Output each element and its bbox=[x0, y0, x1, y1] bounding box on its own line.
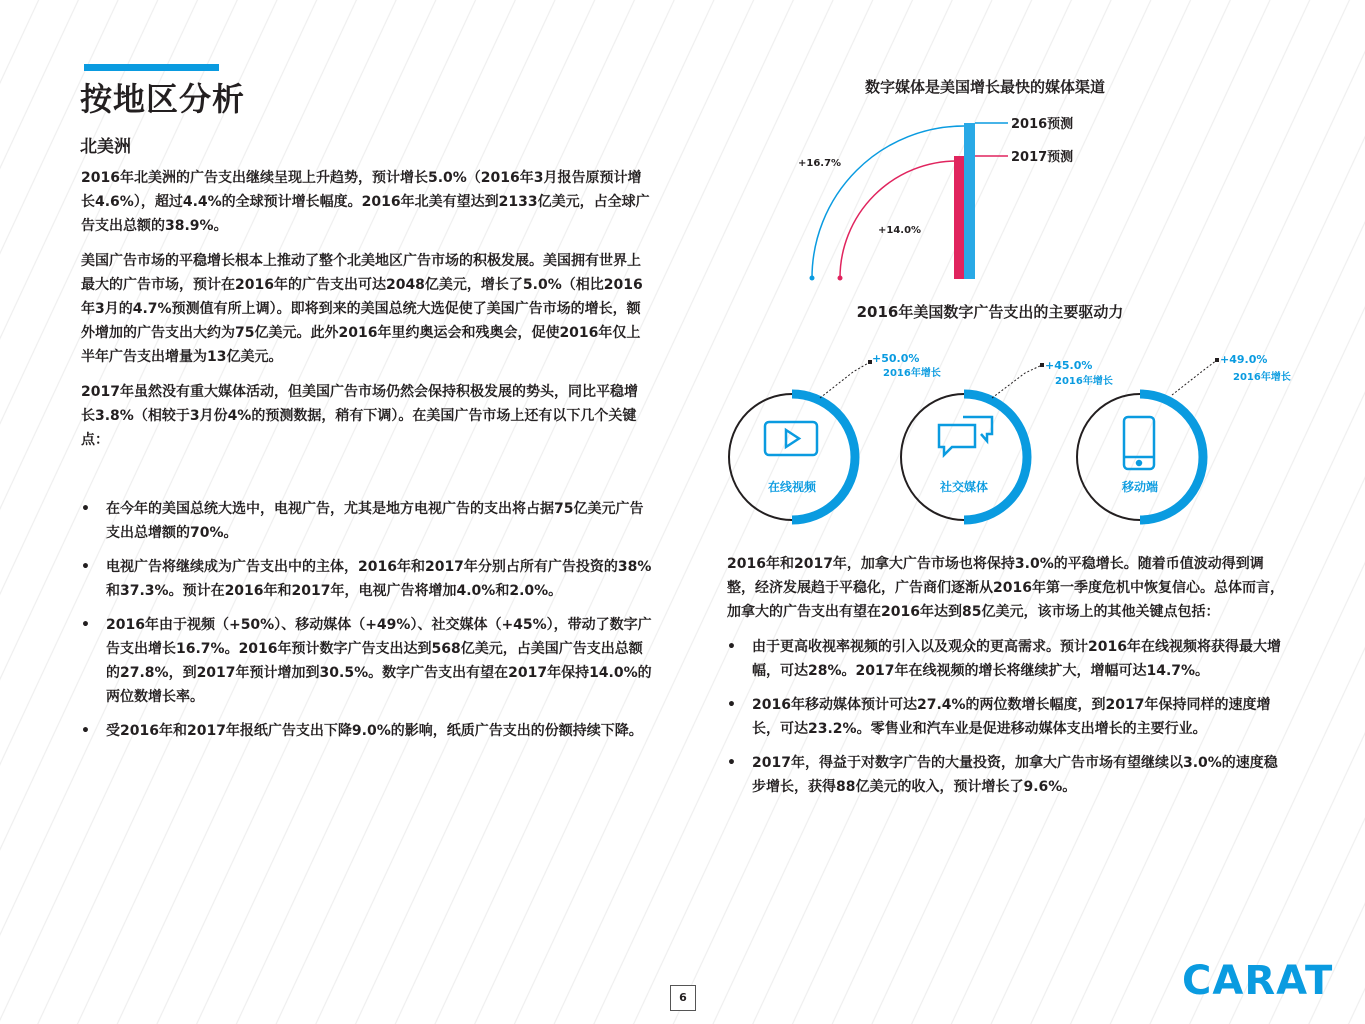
list-item: • 在今年的美国总统大选中，电视广告，尤其是地方电视广告的支出将占据75亿美元广告支出总增额的70%。 bbox=[81, 497, 653, 545]
list-item: • 受2016年和2017年报纸广告支出下降9.0%的影响，纸质广告支出的份额持续下降。 bbox=[81, 719, 653, 743]
ring-social-label: 社交媒体 bbox=[939, 480, 989, 494]
ring-mobile-leader bbox=[1172, 360, 1217, 395]
ring-social-leader bbox=[992, 365, 1042, 398]
left-paragraph-2: 美国广告市场的平稳增长根本上推动了整个北美地区广告市场的积极发展。美国拥有世界上最大的广告市场，预计在2016年的广告支出可达2048亿美元，增长了5.0%（相比2016年3月的4.7%预测值有所上调）。即将到来的美国总统大选促使了美国广告市场的增长，额外增加的广告支出大约为75亿美元。此外2016年里约奥运会和残奥会，促使2016年仅上半年广告支出增量为13亿美元。 bbox=[81, 253, 643, 365]
value-label-2017: +14.0% bbox=[878, 225, 922, 236]
bar-2016 bbox=[964, 123, 975, 279]
ring-video-leader bbox=[820, 362, 870, 398]
ring-video bbox=[729, 352, 941, 520]
list-item: • 2017年，得益于对数字广告的大量投资，加拿大广告市场有望继续以3.0%的速度稳步增长，获得88亿美元的收入，预计增长了9.6%。 bbox=[727, 751, 1289, 799]
video-play-icon bbox=[765, 422, 817, 455]
ring-video-sub: 2016年增长 bbox=[883, 368, 941, 379]
ring-mobile-percent: +49.0% bbox=[1220, 353, 1268, 366]
chart2-title: 2016年美国数字广告支出的主要驱动力 bbox=[856, 303, 1124, 321]
list-item: • 电视广告将继续成为广告支出中的主体，2016年和2017年分别占所有广告投资的38%和37.3%。预计在2016年和2017年，电视广告将增加4.0%和2.0%。 bbox=[81, 555, 653, 603]
chat-bubbles-icon bbox=[939, 417, 992, 455]
ring-social-progress bbox=[964, 394, 1027, 520]
right-bullet-list bbox=[727, 635, 1289, 809]
arc-2017 bbox=[840, 161, 957, 278]
section-subtitle: 北美洲 bbox=[80, 137, 131, 157]
ring-social bbox=[901, 359, 1113, 520]
growth-arc-chart bbox=[795, 110, 1115, 290]
value-label-2016: +16.7% bbox=[798, 158, 842, 169]
arc-2016-end-dot bbox=[810, 276, 815, 281]
left-paragraph-3: 2017年虽然没有重大媒体活动，但美国广告市场仍然会保持积极发展的势头，同比平稳增长3.8%（相较于3月份4%的预测数据，稍有下调）。在美国广告市场上还有以下几个关键点： bbox=[81, 384, 638, 448]
page-number: 6 bbox=[670, 985, 696, 1011]
left-paragraph-1: 2016年北美洲的广告支出继续呈现上升趋势，预计增长5.0%（2016年3月报告原预计增长4.6%），超过4.4%的全球预计增长幅度。2016年北美有望达到2133亿美元，占全球广告支出总额的38.9%。 bbox=[81, 170, 650, 234]
chart1-title: 数字媒体是美国增长最快的媒体渠道 bbox=[864, 78, 1105, 96]
drivers-ring-chart bbox=[720, 345, 1310, 535]
smartphone-icon bbox=[1124, 417, 1154, 469]
left-bullet-list bbox=[81, 497, 653, 753]
right-paragraph: 2016年和2017年，加拿大广告市场也将保持3.0%的平稳增长。随着币值波动得到调整，经济发展趋于平稳化，广告商们逐渐从2016年第一季度危机中恢复信心。总体而言，加拿大的广告支出有望在2016年达到85亿美元，该市场上的其他关键点包括： bbox=[727, 556, 1284, 620]
ring-video-progress bbox=[792, 394, 855, 520]
page-title: 按地区分析 bbox=[80, 80, 246, 118]
ring-mobile-label: 移动端 bbox=[1121, 480, 1159, 494]
title-accent-bar bbox=[84, 64, 219, 71]
ring-mobile-sub: 2016年增长 bbox=[1233, 372, 1291, 383]
list-item: • 2016年移动媒体预计可达27.4%的两位数增长幅度，到2017年保持同样的速度增长，可达23.2%。零售业和汽车业是促进移动媒体支出增长的主要行业。 bbox=[727, 693, 1289, 741]
ring-video-label: 在线视频 bbox=[767, 480, 817, 494]
arc-2017-end-dot bbox=[838, 276, 843, 281]
arc-2016 bbox=[812, 126, 964, 278]
list-item: • 由于更高收视率视频的引入以及观众的更高需求。预计2016年在线视频将获得最大增幅，可达28%。2017年在线视频的增长将继续扩大，增幅可达14.7%。 bbox=[727, 635, 1289, 683]
bar-2017 bbox=[954, 156, 964, 279]
list-item: • 2016年由于视频（+50%）、移动媒体（+49%）、社交媒体（+45%），带动了数字广告支出增长16.7%。2016年预计数字广告支出达到568亿美元，占美国广告支出总额的27.8%，到2017年预计增加到30.5%。数字广告支出有望在2017年保持14.0%的两位数增长率。 bbox=[81, 613, 653, 709]
brand-logo: CARAT bbox=[1182, 958, 1334, 1004]
ring-social-percent: +45.0% bbox=[1045, 359, 1093, 372]
legend-2016: 2016预测 bbox=[1011, 117, 1074, 132]
legend-2017: 2017预测 bbox=[1011, 150, 1074, 165]
ring-video-percent: +50.0% bbox=[872, 352, 920, 365]
ring-social-sub: 2016年增长 bbox=[1055, 376, 1113, 387]
